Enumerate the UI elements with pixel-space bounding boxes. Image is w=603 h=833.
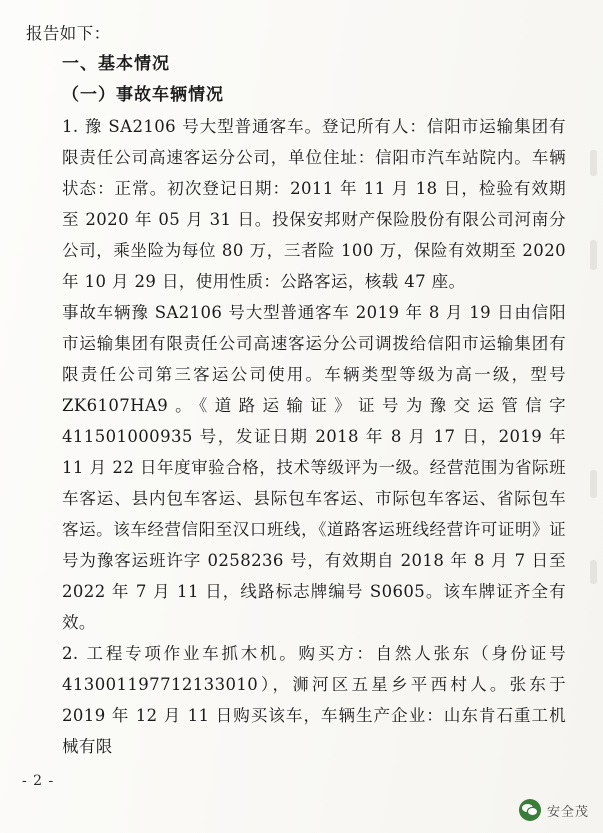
paragraph-vehicle-1-intro: 1. 豫 SA2106 号大型普通客车。登记所有人：信阳市运输集团有限责任公司高速客运分公司，单位住址：信阳市汽车站院内。车辆状态：正常。初次登记日期：2011 年 11 月 18 日，检验有效期至 2020 年 05 月 31 日。投保安邦财产保险股份有限公司河南分公司，乘坐险为每位 80 万，三者险 100 万，保险有效期至 2020 年 10 月 29 日，使用性质：公路客运，核载 47 座。 (62, 117, 572, 291)
page-number: - 2 - (22, 773, 55, 789)
paragraph-vehicle-2-intro: 2. 工程专项作业车抓木机。购买方：自然人张东（身份证号 413001197712133010），浉河区五星乡平西村人。张东于 2019 年 12 月 11 日购买该车，车辆生产企业：山东肯石重工机械有限 (62, 644, 572, 756)
page-bleed-mark (590, 470, 597, 498)
watermark (519, 799, 589, 821)
wechat-icon (519, 799, 541, 821)
section-heading: 一、基本情况 (62, 54, 170, 74)
page-bleed-mark (590, 560, 597, 584)
subsection-heading: （一）事故车辆情况 (62, 85, 224, 105)
watermark-label: 安全茂 (546, 804, 589, 820)
page-bleed-mark (590, 240, 597, 270)
page-bleed-mark (590, 150, 597, 176)
paragraph-vehicle-1-detail: 事故车辆豫 SA2106 号大型普通客车 2019 年 8 月 19 日由信阳市运输集团有限责任公司高速客运分公司调拨给信阳市运输集团有限责任公司第三客运公司使用。车辆类型等级为高一级，型号 ZK6107HA9。《道路运输证》证号为豫交运管信字 411501000935 号，发证日期 2018 年 8 月 17 日，2019 年 11 月 22 日年度审验合格，技术等级评为一级。经营范围为省际班车客运、县内包车客运、县际包车客运、市际包车客运、省际包车客运。该车经营信阳至汉口班线，《道路客运班线经营许可证明》证号为豫客运班许字 0258236 号，有效期自 2018 年 8 月 7 日至 2022 年 7 月 11 日，线路标志牌编号 S0605。该车牌证齐全有效。 (62, 303, 572, 632)
document-body (26, 18, 572, 762)
intro-line: 报告如下： (26, 24, 111, 43)
